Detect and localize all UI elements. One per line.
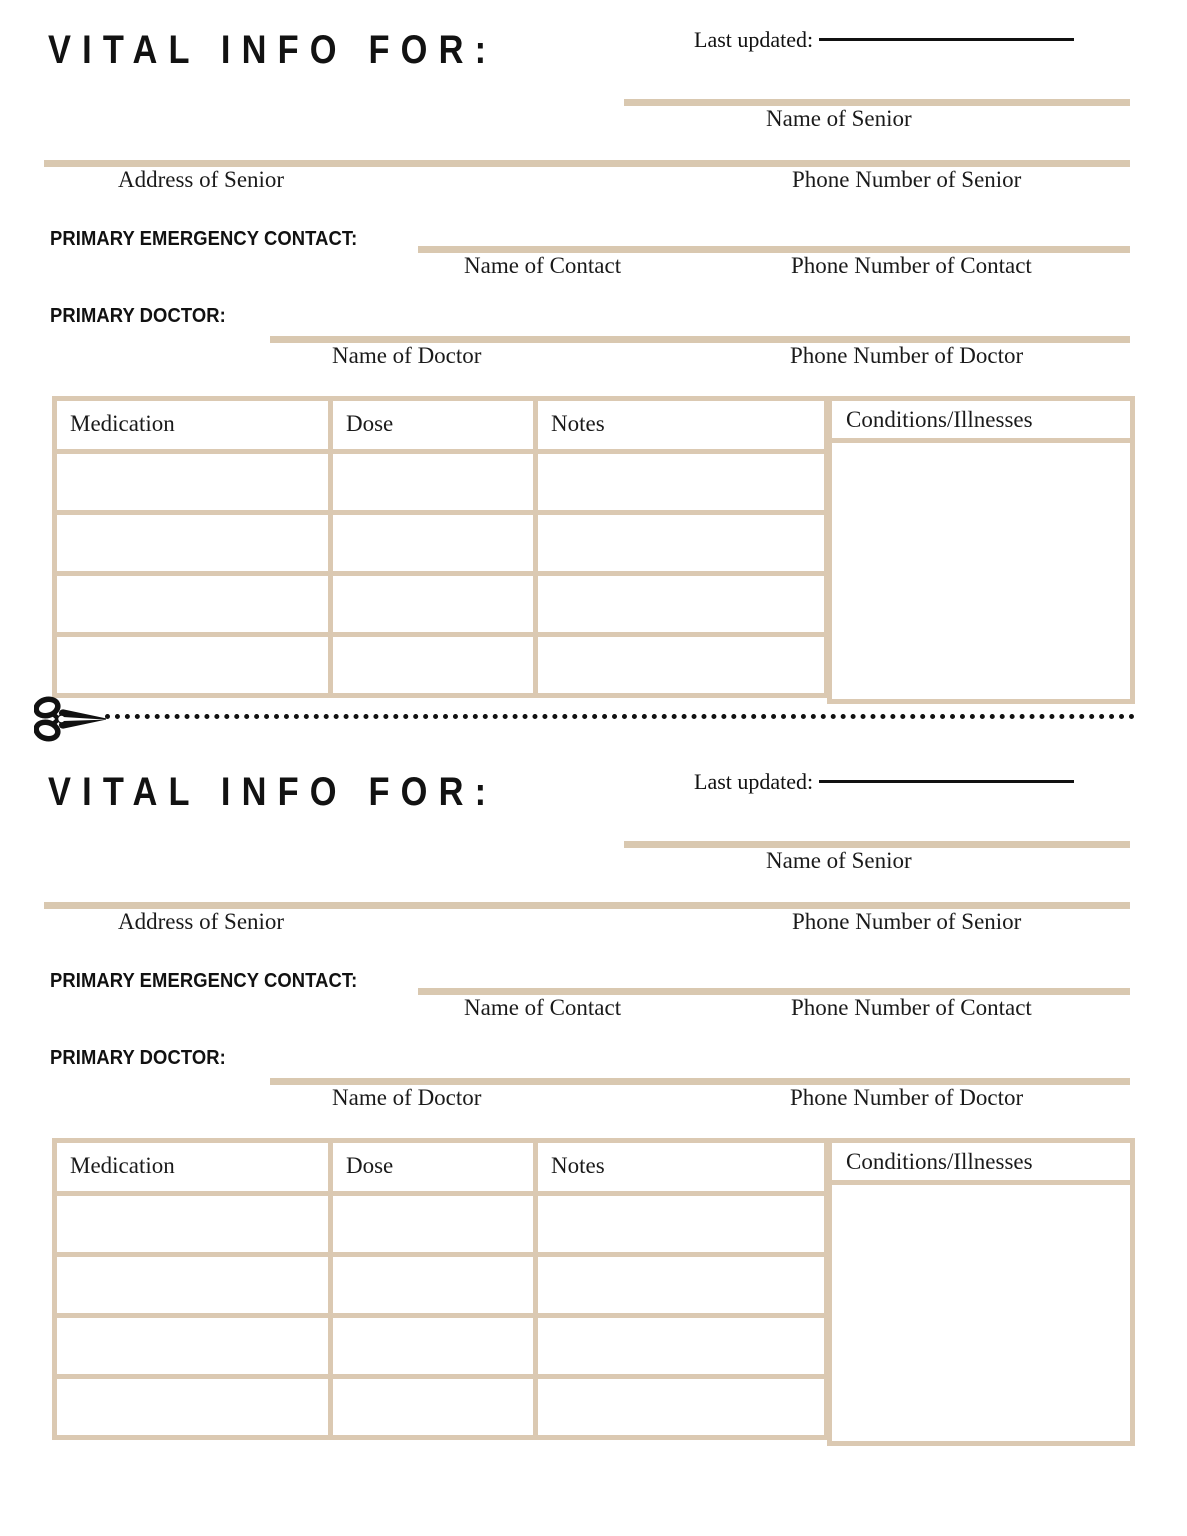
cell-medication[interactable] xyxy=(55,452,331,513)
primary-doctor-label: PRIMARY DOCTOR: xyxy=(50,305,226,327)
conditions-illnesses-header: Conditions/Illnesses xyxy=(832,401,1130,443)
name-of-contact-caption: Name of Contact xyxy=(464,995,622,1020)
last-updated-label: Last updated: xyxy=(694,27,814,52)
address-and-phone-write-line[interactable] xyxy=(44,902,1130,909)
name-of-doctor-caption: Name of Doctor xyxy=(332,343,482,368)
cell-notes[interactable] xyxy=(536,1194,827,1255)
column-header-medication: Medication xyxy=(55,1141,331,1194)
cell-dose[interactable] xyxy=(331,574,536,635)
emergency-contact-write-line[interactable] xyxy=(418,988,1130,995)
last-updated-write-line[interactable] xyxy=(819,780,1074,783)
cell-medication[interactable] xyxy=(55,1255,331,1316)
cell-notes[interactable] xyxy=(536,1316,827,1377)
name-of-senior-write-line[interactable] xyxy=(624,99,1130,106)
address-of-senior-caption: Address of Senior xyxy=(118,909,285,934)
name-of-contact-caption: Name of Contact xyxy=(464,253,622,278)
phone-number-of-doctor-caption: Phone Number of Doctor xyxy=(790,1085,1024,1110)
primary-doctor-write-line[interactable] xyxy=(270,336,1130,343)
cell-dose[interactable] xyxy=(331,452,536,513)
cut-dotted-line xyxy=(105,714,1135,719)
last-updated-write-line[interactable] xyxy=(819,38,1074,41)
name-of-senior-caption: Name of Senior xyxy=(766,106,912,131)
table-row[interactable] xyxy=(55,574,827,635)
table-row[interactable] xyxy=(55,635,827,696)
cell-medication[interactable] xyxy=(55,1194,331,1255)
cell-medication[interactable] xyxy=(55,513,331,574)
address-of-senior-caption: Address of Senior xyxy=(118,167,285,192)
column-header-dose: Dose xyxy=(331,399,536,452)
cell-notes[interactable] xyxy=(536,635,827,696)
medication-table[interactable] xyxy=(52,396,829,698)
primary-emergency-contact-label: PRIMARY EMERGENCY CONTACT: xyxy=(50,970,358,992)
cell-dose[interactable] xyxy=(331,513,536,574)
cell-medication[interactable] xyxy=(55,635,331,696)
name-of-doctor-caption: Name of Doctor xyxy=(332,1085,482,1110)
last-updated-field[interactable] xyxy=(694,769,1074,795)
cell-medication[interactable] xyxy=(55,1316,331,1377)
table-row[interactable] xyxy=(55,452,827,513)
column-header-notes: Notes xyxy=(536,1141,827,1194)
scissors-icon xyxy=(34,694,112,744)
page-title: VITAL INFO FOR: xyxy=(48,770,498,814)
phone-number-of-doctor-caption: Phone Number of Doctor xyxy=(790,343,1024,368)
column-header-medication: Medication xyxy=(55,399,331,452)
table-row[interactable] xyxy=(55,1377,827,1438)
primary-doctor-write-line[interactable] xyxy=(270,1078,1130,1085)
phone-number-of-contact-caption: Phone Number of Contact xyxy=(791,995,1032,1020)
table-row[interactable] xyxy=(55,1255,827,1316)
vital-info-form-copy-2 xyxy=(0,742,1187,1442)
last-updated-field[interactable] xyxy=(694,27,1074,53)
address-and-phone-write-line[interactable] xyxy=(44,160,1130,167)
conditions-illnesses-box[interactable] xyxy=(827,1138,1135,1446)
emergency-contact-write-line[interactable] xyxy=(418,246,1130,253)
table-row[interactable] xyxy=(55,513,827,574)
table-header-row xyxy=(55,399,827,452)
phone-number-of-senior-caption: Phone Number of Senior xyxy=(792,909,1022,934)
cell-notes[interactable] xyxy=(536,1377,827,1438)
table-row[interactable] xyxy=(55,1194,827,1255)
primary-emergency-contact-label: PRIMARY EMERGENCY CONTACT: xyxy=(50,228,358,250)
cut-divider xyxy=(0,694,1187,748)
last-updated-label: Last updated: xyxy=(694,769,814,794)
conditions-illnesses-header: Conditions/Illnesses xyxy=(832,1143,1130,1185)
table-row[interactable] xyxy=(55,1316,827,1377)
cell-notes[interactable] xyxy=(536,1255,827,1316)
cell-medication[interactable] xyxy=(55,574,331,635)
name-of-senior-write-line[interactable] xyxy=(624,841,1130,848)
vital-info-form-copy-1 xyxy=(0,0,1187,700)
cell-dose[interactable] xyxy=(331,1316,536,1377)
table-header-row xyxy=(55,1141,827,1194)
page-title: VITAL INFO FOR: xyxy=(48,28,498,72)
primary-doctor-label: PRIMARY DOCTOR: xyxy=(50,1047,226,1069)
cell-notes[interactable] xyxy=(536,513,827,574)
conditions-illnesses-field[interactable] xyxy=(832,1185,1130,1431)
phone-number-of-contact-caption: Phone Number of Contact xyxy=(791,253,1032,278)
conditions-illnesses-field[interactable] xyxy=(832,443,1130,689)
cell-medication[interactable] xyxy=(55,1377,331,1438)
cell-dose[interactable] xyxy=(331,1194,536,1255)
conditions-illnesses-box[interactable] xyxy=(827,396,1135,704)
cell-dose[interactable] xyxy=(331,1255,536,1316)
phone-number-of-senior-caption: Phone Number of Senior xyxy=(792,167,1022,192)
cell-notes[interactable] xyxy=(536,574,827,635)
cell-dose[interactable] xyxy=(331,1377,536,1438)
column-header-notes: Notes xyxy=(536,399,827,452)
cell-dose[interactable] xyxy=(331,635,536,696)
name-of-senior-caption: Name of Senior xyxy=(766,848,912,873)
column-header-dose: Dose xyxy=(331,1141,536,1194)
medication-table[interactable] xyxy=(52,1138,829,1440)
cell-notes[interactable] xyxy=(536,452,827,513)
